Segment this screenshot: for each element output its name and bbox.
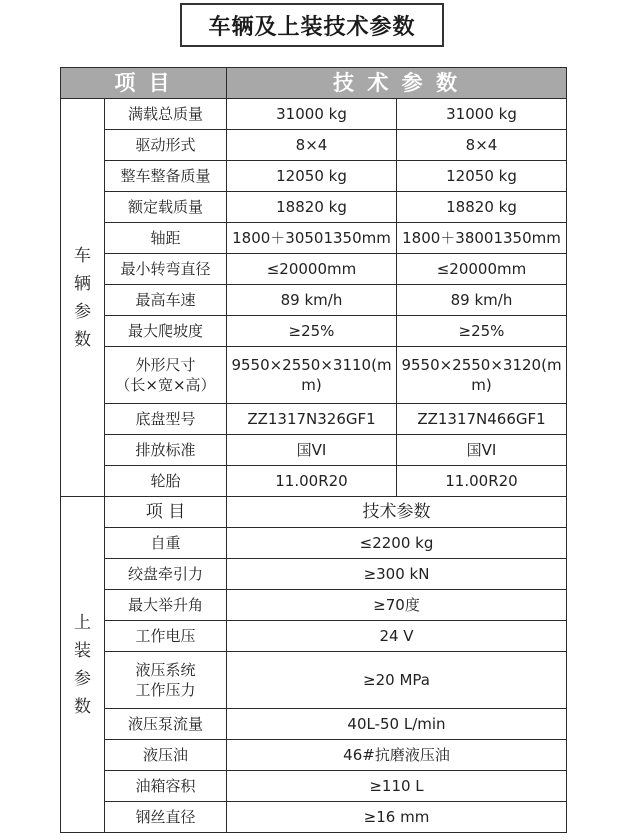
- row-label: 最高车速: [105, 285, 227, 316]
- row-label: 轴距: [105, 223, 227, 254]
- table-row: [61, 130, 567, 161]
- row-label: 最大举升角: [105, 590, 227, 621]
- row-value-v1: 89 km/h: [280, 291, 343, 309]
- row-value-v1: 12050 kg: [276, 167, 347, 185]
- row-value-v1: 9550×2550×3110(mm): [231, 356, 392, 394]
- table-row: [61, 709, 567, 740]
- table-row: [61, 590, 567, 621]
- table-row: [61, 161, 567, 192]
- row-value: 46#抗磨液压油: [227, 740, 567, 771]
- body-group-label: 上 装 参 数: [61, 497, 105, 833]
- table-row: [61, 466, 567, 497]
- body-spec-header-row: [61, 497, 567, 528]
- row-label: 排放标准: [105, 435, 227, 466]
- row-label: 自重: [105, 528, 227, 559]
- row-value-v2: 8×4: [465, 136, 498, 154]
- row-value: ≥300 kN: [227, 559, 567, 590]
- row-value: ≥110 L: [227, 771, 567, 802]
- spec-table: [60, 67, 567, 833]
- row-value: ≥16 mm: [227, 802, 567, 833]
- table-row: [61, 621, 567, 652]
- table-row: [61, 223, 567, 254]
- row-value-v1: 18820 kg: [276, 198, 347, 216]
- row-value: ≥20 MPa: [227, 652, 567, 709]
- row-value-v2: 9550×2550×3120(mm): [401, 356, 562, 394]
- header-item: 项 目: [61, 68, 227, 99]
- table-row: [61, 559, 567, 590]
- row-label: 液压系统 工作压力: [105, 652, 227, 709]
- row-value: ≤2200 kg: [227, 528, 567, 559]
- row-label: 最小转弯直径: [105, 254, 227, 285]
- row-value-v1: 8×4: [295, 136, 328, 154]
- row-value: ≥70度: [227, 590, 567, 621]
- row-label: 最大爬坡度: [105, 316, 227, 347]
- row-value-v1: 国VI: [296, 441, 327, 459]
- header-params: 技 术 参 数: [227, 68, 567, 99]
- row-label: 额定载质量: [105, 192, 227, 223]
- table-header-row: [61, 68, 567, 99]
- row-label: 绞盘牵引力: [105, 559, 227, 590]
- row-label: 底盘型号: [105, 404, 227, 435]
- body-header-params: 技术参数: [227, 497, 567, 528]
- row-value-v1: ≥25%: [288, 322, 335, 340]
- row-value: 24 V: [227, 621, 567, 652]
- table-row: [61, 802, 567, 833]
- table-row: [61, 652, 567, 709]
- table-row: [61, 404, 567, 435]
- table-row: [61, 99, 567, 130]
- row-label: 钢丝直径: [105, 802, 227, 833]
- row-value-v2: ≤20000mm: [436, 260, 527, 278]
- row-value-v1: 11.00R20: [275, 472, 348, 490]
- row-value-v2: 18820 kg: [446, 198, 517, 216]
- table-row: [61, 192, 567, 223]
- table-row: [61, 435, 567, 466]
- row-value-v1: 1800＋30501350mm: [232, 229, 391, 247]
- row-label: 液压泵流量: [105, 709, 227, 740]
- row-label: 外形尺寸 （长×宽×高）: [105, 347, 227, 404]
- row-value-v2: ZZ1317N466GF1: [417, 410, 546, 428]
- row-value-v1: ZZ1317N326GF1: [247, 410, 376, 428]
- table-row: [61, 285, 567, 316]
- row-value-v2: 12050 kg: [446, 167, 517, 185]
- table-row: [61, 254, 567, 285]
- row-value-v2: ≥25%: [458, 322, 505, 340]
- row-label: 满载总质量: [105, 99, 227, 130]
- table-row: [61, 771, 567, 802]
- row-label: 油箱容积: [105, 771, 227, 802]
- row-label: 整车整备质量: [105, 161, 227, 192]
- row-value-v2: 31000 kg: [446, 105, 517, 123]
- body-header-item: 项 目: [105, 497, 227, 528]
- row-label: 液压油: [105, 740, 227, 771]
- table-row: [61, 528, 567, 559]
- row-label: 驱动形式: [105, 130, 227, 161]
- table-row: [61, 740, 567, 771]
- row-value-v2: 国VI: [466, 441, 497, 459]
- row-label: 轮胎: [105, 466, 227, 497]
- row-value-v1: ≤20000mm: [266, 260, 357, 278]
- row-value-v2: 1800＋38001350mm: [402, 229, 561, 247]
- vehicle-group-label: 车 辆 参 数: [61, 99, 105, 497]
- page-title: 车辆及上装技术参数: [180, 3, 444, 47]
- row-value: 40L-50 L/min: [227, 709, 567, 740]
- row-label: 工作电压: [105, 621, 227, 652]
- row-value-v1: 31000 kg: [276, 105, 347, 123]
- table-row: [61, 316, 567, 347]
- row-value-v2: 11.00R20: [445, 472, 518, 490]
- table-row: [61, 347, 567, 404]
- row-value-v2: 89 km/h: [450, 291, 513, 309]
